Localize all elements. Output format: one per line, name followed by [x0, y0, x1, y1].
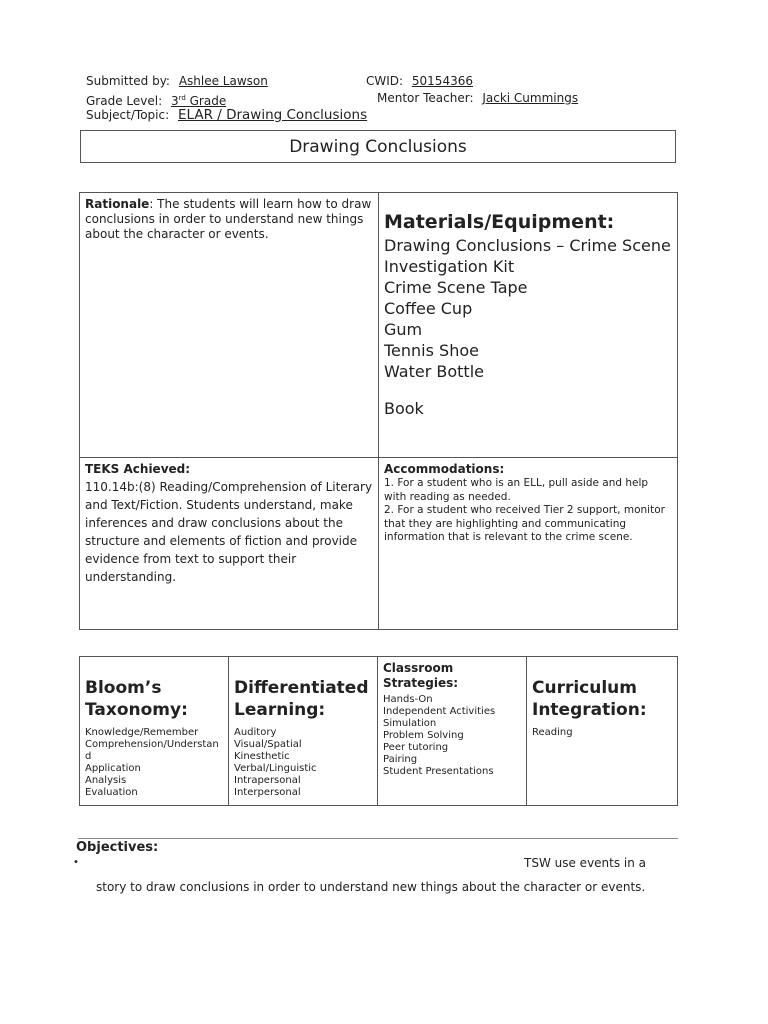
- materials-heading: Materials/Equipment:: [384, 211, 615, 233]
- strategies-item: Problem Solving: [383, 730, 464, 741]
- blooms-item: Comprehension/Understand: [85, 739, 219, 762]
- lesson-title: Drawing Conclusions: [80, 130, 676, 163]
- objective-text-line2: story to draw conclusions in order to understand new things about the character or events.: [96, 880, 646, 894]
- objectives-label: Objectives:: [76, 840, 159, 855]
- differentiated-item: Interpersonal: [234, 787, 301, 798]
- strategies-item: Hands-On: [383, 694, 433, 705]
- submitted-by-value: Ashlee Lawson: [178, 74, 268, 88]
- blooms-item: Evaluation: [85, 787, 138, 798]
- cwid-label: CWID:: [366, 74, 404, 88]
- differentiated-item: Verbal/Linguistic: [234, 763, 317, 774]
- rationale-body: : The students will learn how to draw conclusions in order to understand new things about the character or events.: [85, 197, 372, 241]
- materials-cell: [379, 193, 678, 458]
- blooms-heading: Bloom’s Taxonomy:: [85, 678, 188, 720]
- blooms-item: Analysis: [85, 775, 127, 786]
- materials-item-book: Book: [384, 399, 424, 418]
- submitted-by-row: [86, 74, 268, 89]
- objectives-divider: [78, 838, 678, 839]
- materials-item: Drawing Conclusions – Crime Scene Investigation Kit: [384, 236, 671, 276]
- blooms-cell: [80, 657, 229, 806]
- materials-item: Water Bottle: [384, 362, 484, 381]
- accommodations-label: Accommodations:: [384, 462, 505, 476]
- rationale-text: [85, 197, 373, 242]
- rationale-label: Rationale: [85, 197, 150, 211]
- strategies-cell: [378, 657, 527, 806]
- grade-level-label: Grade Level:: [86, 94, 163, 108]
- differentiated-item: Auditory: [234, 727, 277, 738]
- differentiated-item: Intrapersonal: [234, 775, 301, 786]
- accommodations-cell: [379, 458, 678, 630]
- mentor-teacher-row: [377, 91, 578, 106]
- strategies-heading: Classroom Strategies:: [383, 661, 459, 690]
- teks-label: TEKS Achieved:: [85, 462, 191, 476]
- mentor-teacher-label: Mentor Teacher:: [377, 91, 474, 105]
- differentiated-item: Kinesthetic: [234, 751, 290, 762]
- curriculum-item: Reading: [532, 727, 573, 738]
- strategies-item: Simulation: [383, 718, 437, 729]
- strategies-table: [79, 656, 678, 806]
- objectives-bullet: •: [73, 857, 79, 868]
- materials-item: Coffee Cup: [384, 299, 473, 318]
- accommodation-item: 2. For a student who received Tier 2 support, monitor that they are highlighting and communicating information that is relevant to the crime scene.: [384, 504, 665, 543]
- cwid-value: 50154366: [411, 74, 473, 88]
- cwid-row: [366, 74, 473, 89]
- submitted-by-label: Submitted by:: [86, 74, 170, 88]
- blooms-item: Application: [85, 763, 141, 774]
- subject-topic-label: Subject/Topic:: [86, 108, 170, 122]
- teks-cell: [80, 458, 379, 630]
- lesson-plan-table: [79, 192, 678, 630]
- objective-text-line1: TSW use events in a: [524, 856, 647, 870]
- strategies-item: Pairing: [383, 754, 418, 765]
- subject-topic-row: [86, 108, 367, 123]
- differentiated-heading: Differentiated Learning:: [234, 678, 369, 720]
- strategies-item: Independent Activities: [383, 706, 496, 717]
- grade-level-value: 3rd Grade: [170, 94, 227, 108]
- curriculum-cell: [527, 657, 678, 806]
- curriculum-heading: Curriculum Integration:: [532, 678, 647, 720]
- teks-text: 110.14b:(8) Reading/Comprehension of Literary and Text/Fiction. Students understand, make inferences and draw conclusions about the structure and elements of fiction and provide evidence from text to support their understanding.: [85, 480, 373, 584]
- differentiated-item: Visual/Spatial: [234, 739, 302, 750]
- materials-item: Tennis Shoe: [384, 341, 479, 360]
- mentor-teacher-value: Jacki Cummings: [482, 91, 579, 105]
- blooms-item: Knowledge/Remember: [85, 727, 199, 738]
- accommodation-item: 1. For a student who is an ELL, pull aside and help with reading as needed.: [384, 477, 649, 503]
- materials-item: Gum: [384, 320, 423, 339]
- materials-item: Crime Scene Tape: [384, 278, 528, 297]
- subject-topic-value: ELAR / Drawing Conclusions: [177, 107, 368, 123]
- rationale-cell: [80, 193, 379, 458]
- strategies-item: Student Presentations: [383, 766, 494, 777]
- strategies-item: Peer tutoring: [383, 742, 449, 753]
- differentiated-cell: [229, 657, 378, 806]
